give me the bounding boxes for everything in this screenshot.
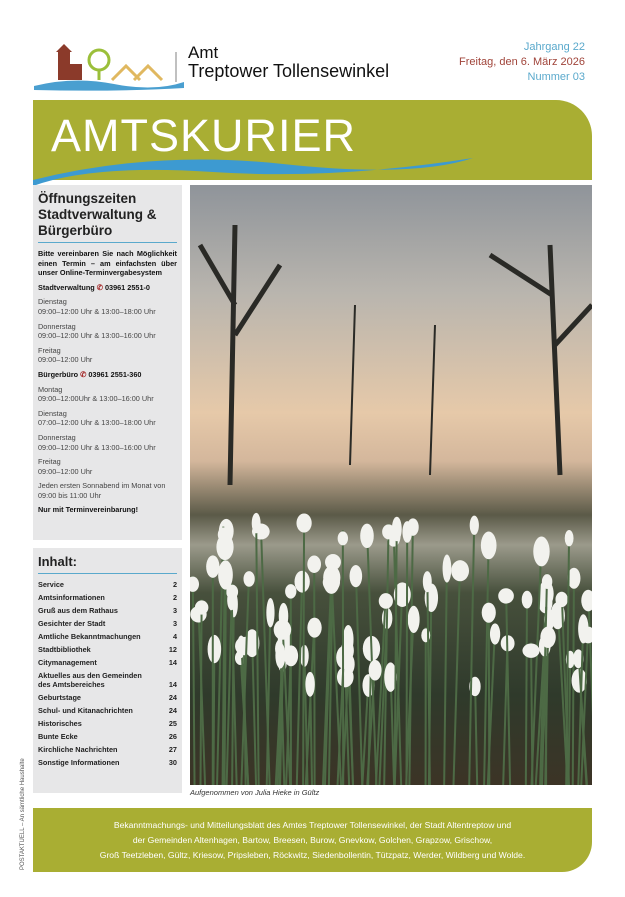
footer-banner [33,808,592,872]
hours-day: Freitag [38,345,61,355]
hours-entry [38,385,177,404]
hours-time: 09:00–12:00 Uhr [38,466,93,476]
toc-item[interactable] [38,671,177,689]
toc-label: Gesichter der Stadt [38,619,106,628]
toc-label: Aktuelles aus den Gemeinden des Amtsbereiches [38,671,142,689]
hours-day: Donnerstag [38,321,76,331]
toc-page: 26 [168,732,177,741]
issue-date: Freitag, den 6. März 2026 [459,56,585,68]
toc-label: Amtliche Bekanntmachungen [38,632,141,641]
toc-item[interactable] [38,719,177,728]
toc-item[interactable] [38,645,177,654]
footer-line: Bekanntmachungs- und Mitteilungsblatt des Amtes Treptower Tollensewinkel, der Stadt Altentreptow und [113,820,512,830]
appointment-note: Nur mit Terminvereinbarung! [38,505,139,515]
toc-item[interactable] [38,632,177,641]
toc-item[interactable] [38,606,177,615]
table-of-contents [33,548,182,793]
buerger-phone: 03961 2551-360 [88,369,142,379]
toc-page: 3 [172,619,177,628]
cover-photo-snowdrops [190,185,592,785]
photo-caption: Aufgenommen von Julia Hieke in Gültz [190,788,320,797]
hours-entry [38,409,177,428]
hours-day: Montag [38,384,63,394]
toc-page: 3 [172,606,177,615]
phone-icon: ✆ [96,282,103,292]
hours-entry [38,346,177,365]
stadt-heading [38,283,177,293]
toc-page: 30 [168,758,177,767]
toc-item[interactable] [38,758,177,767]
hours-intro: Bitte vereinbaren Sie nach Möglichkeit einen Termin – am einfachsten über unser Online-Terminvergabesystem [38,249,177,278]
footer-line: der Gemeinden Altenhagen, Bartow, Breesen, Burow, Gnevkow, Golchen, Grapzow, Grischow, [132,835,493,845]
toc-page: 4 [172,632,177,641]
hours-entry [38,297,177,316]
hours-time: 09:00–12:00 Uhr & 13:00–16:00 Uhr [38,331,156,341]
toc-item[interactable] [38,580,177,589]
toc-label: Amtsinformationen [38,593,105,602]
toc-label: Geburtstage [38,693,81,702]
hours-time: 09:00–12:00Uhr & 13:00–16:00 Uhr [38,394,154,404]
toc-item[interactable] [38,593,177,602]
toc-label: Service [38,580,64,589]
hours-day: Donnerstag [38,432,76,442]
hours-entry [38,457,177,476]
hours-day: Dienstag [38,297,67,307]
toc-page: 24 [168,706,177,715]
stadt-label: Stadtverwaltung [38,282,95,292]
saturday-hours: Jeden ersten Sonnabend im Monat von 09:00 bis 11:00 Uhr [38,481,166,500]
hours-time: 09:00–12:00 Uhr [38,355,93,365]
toc-item[interactable] [38,732,177,741]
toc-page: 27 [168,745,177,754]
toc-item[interactable] [38,658,177,667]
issue-meta [459,40,585,85]
photo-illustration [190,185,592,785]
toc-title: Inhalt: [38,554,177,574]
toc-label: Schul- und Kitanachrichten [38,706,133,715]
toc-item[interactable] [38,706,177,715]
amt-label: Amt [188,43,219,62]
toc-page: 2 [172,593,177,602]
toc-item[interactable] [38,693,177,702]
toc-item[interactable] [38,619,177,628]
amt-logo [34,42,184,92]
amt-title: Treptower Tollensewinkel [188,61,390,81]
toc-label: Bunte Ecke [38,732,78,741]
hours-time: 07:00–12:00 Uhr & 13:00–18:00 Uhr [38,418,156,428]
stadt-phone: 03961 2551-0 [104,282,150,292]
opening-hours-title: Öffnungszeiten Stadtverwaltung & Bürgerbüro [38,191,177,243]
hours-entry [38,322,177,341]
toc-page: 12 [168,645,177,654]
postal-note: POSTAKTUELL – An sämtliche Haushalte [20,758,26,870]
toc-page: 14 [168,680,177,689]
hours-day: Freitag [38,457,61,467]
hours-time: 09:00–12:00 Uhr & 13:00–18:00 Uhr [38,306,156,316]
toc-label: Sonstige Informationen [38,758,120,767]
opening-hours-box [33,185,182,540]
toc-page: 24 [168,693,177,702]
toc-page: 2 [172,580,177,589]
issue-number: Nummer 03 [527,71,585,83]
toc-label: Stadtbibliothek [38,645,91,654]
toc-label: Citymanagement [38,658,97,667]
amt-name [188,44,389,80]
toc-label: Historisches [38,719,82,728]
phone-icon: ✆ [80,369,87,379]
buerger-heading [38,370,177,380]
buerger-label: Bürgerbüro [38,369,79,379]
toc-label: Gruß aus dem Rathaus [38,606,118,615]
toc-page: 14 [168,658,177,667]
jahrgang: Jahrgang 22 [523,41,585,53]
hours-entry [38,433,177,452]
toc-page: 25 [168,719,177,728]
footer-line: Groß Teetzleben, Gültz, Kriesow, Pripsleben, Röckwitz, Siedenbollentin, Tützpatz, Werder, Wildberg und Wolde. [99,850,526,860]
hours-time: 09:00–12:00 Uhr & 13:00–16:00 Uhr [38,442,156,452]
toc-item[interactable] [38,745,177,754]
blue-wave [33,150,473,186]
masthead-title: AMTSKURIER [51,110,357,161]
toc-label: Kirchliche Nachrichten [38,745,118,754]
hours-day: Dienstag [38,408,67,418]
